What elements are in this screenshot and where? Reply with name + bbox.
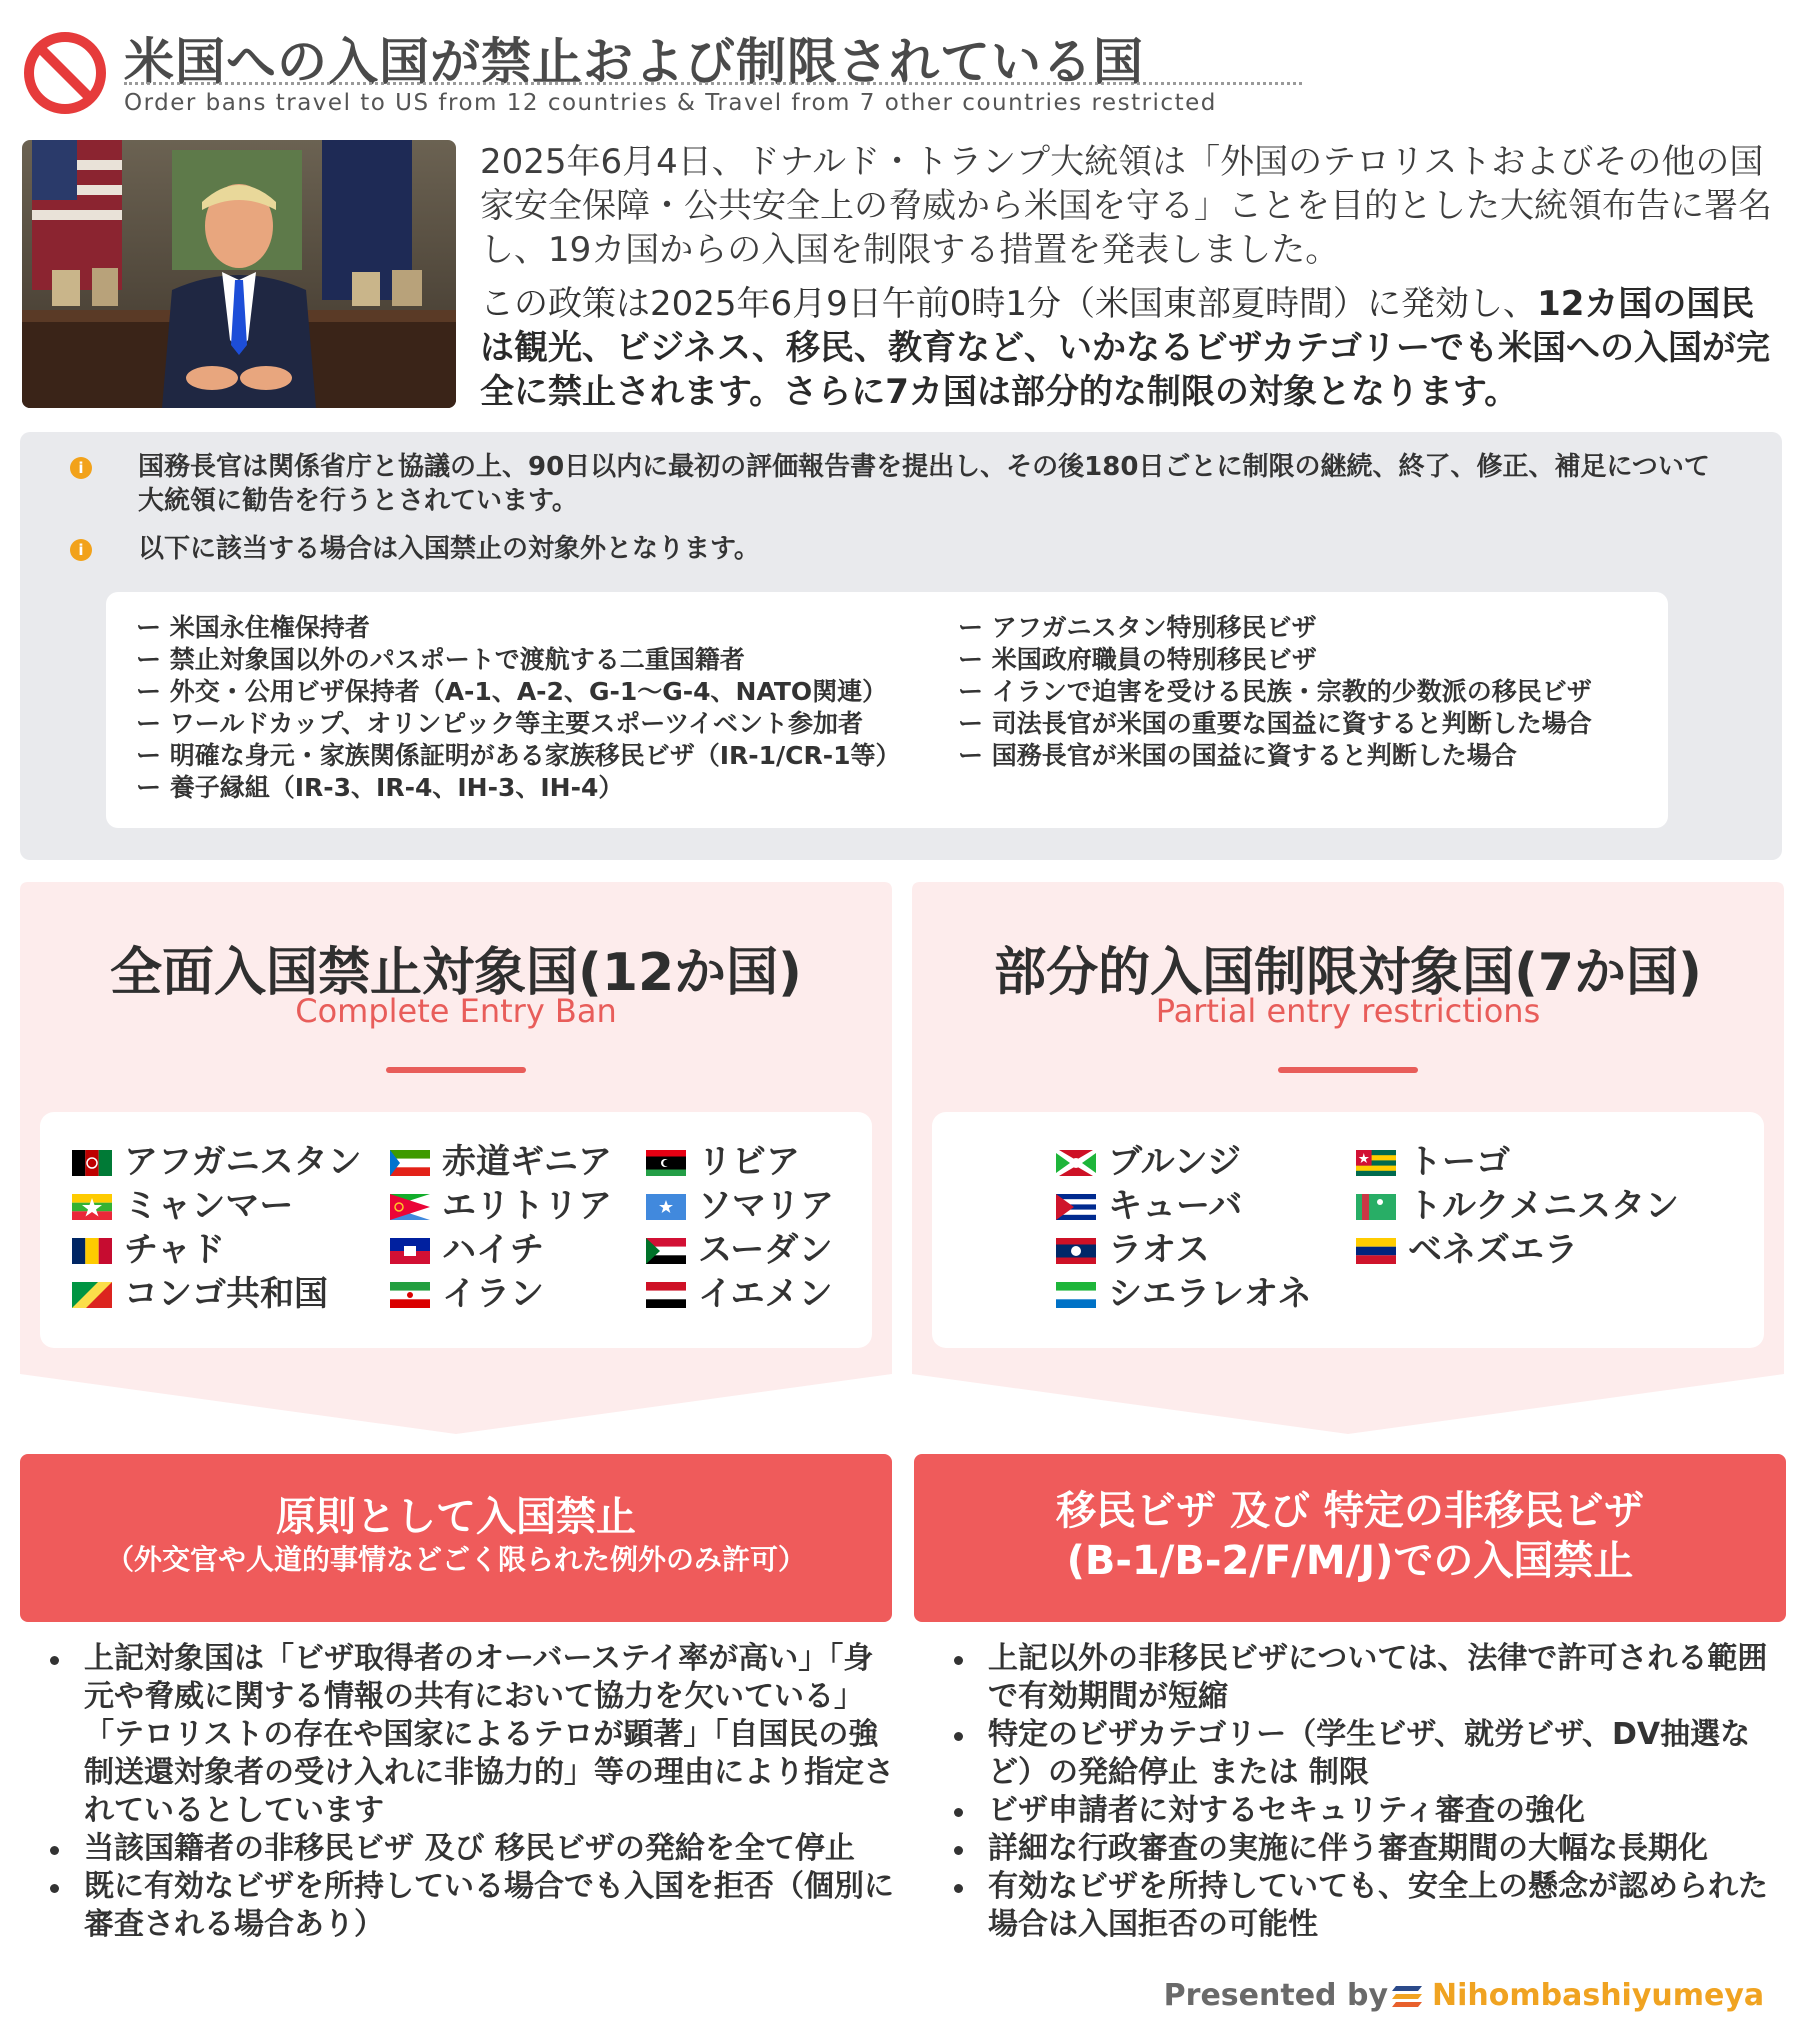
header — [22, 18, 1302, 128]
exception-item: ー 禁止対象国以外のパスポートで渡航する二重国籍者 — [136, 645, 745, 674]
intro-paragraph-1: 2025年6月4日、ドナルド・トランプ大統領は「外国のテロリストおよびその他の国家安全保障・公共安全上の脅威から米国を守る」ことを目的とした大統領布告に署名し、19カ国からの入国を制限する措置を発表しました。 — [480, 142, 1772, 270]
country-name: ソマリア — [698, 1186, 834, 1226]
full-ban-summary-banner — [20, 1454, 892, 1622]
full-ban-summary-note: （外交官や人道的事情などごく限られた例外のみ許可） — [105, 1543, 806, 1576]
exception-item: ー 米国永住権保持者 — [136, 613, 370, 642]
intro-text — [480, 140, 1780, 414]
country-name: ベネズエラ — [1408, 1230, 1578, 1270]
laos-flag-icon — [1056, 1238, 1096, 1264]
page-title: 米国への入国が禁止および制限されている国 — [124, 33, 1144, 91]
exception-item: ー 米国政府職員の特別移民ビザ — [958, 645, 1317, 674]
country-name: イラン — [442, 1274, 544, 1314]
full-ban-summary-title: 原則として入国禁止 — [276, 1494, 636, 1540]
afghanistan-flag-icon — [72, 1150, 112, 1176]
myanmar-flag-icon — [72, 1194, 112, 1220]
title-underline — [1278, 1067, 1418, 1073]
venezuela-flag-icon — [1356, 1238, 1396, 1264]
country-name: 赤道ギニア — [442, 1142, 612, 1182]
info-note-exceptions — [70, 532, 1710, 566]
turkmenistan-flag-icon — [1356, 1194, 1396, 1220]
info-box — [20, 432, 1782, 860]
info-icon: i — [70, 539, 92, 561]
partial-summary-visa-types: (B-1/B-2/F/M/J)での入国禁止 — [1066, 1538, 1634, 1584]
yemen-flag-icon — [646, 1282, 686, 1308]
footer-credit — [1160, 1976, 1780, 2020]
libya-flag-icon — [646, 1150, 686, 1176]
exception-item: ー 国務長官が米国の国益に資すると判断した場合 — [958, 741, 1517, 770]
exception-item: ー 養子縁組（IR-3、IR-4、IH-3、IH-4） — [136, 773, 624, 802]
list-item: 当該国籍者の非移民ビザ 及び 移民ビザの発給を全て停止 — [44, 1830, 894, 1868]
title-divider — [124, 82, 1302, 85]
burundi-flag-icon — [1056, 1150, 1096, 1176]
country-name: ラオス — [1108, 1230, 1210, 1270]
partial-title: 部分的入国制限対象国(7か国) — [994, 943, 1702, 1003]
brand-name: Nihombashiyumeya — [1432, 1978, 1765, 2013]
haiti-flag-icon — [390, 1238, 430, 1264]
chad-flag-icon — [72, 1238, 112, 1264]
equatorial-guinea-flag-icon — [390, 1150, 430, 1176]
exception-item: ー アフガニスタン特別移民ビザ — [958, 613, 1317, 642]
partial-summary-banner — [914, 1454, 1786, 1622]
partial-restriction-panel — [912, 882, 1784, 1434]
list-item: 詳細な行政審査の実施に伴う審査期間の大幅な長期化 — [948, 1830, 1778, 1868]
country-name: アフガニスタン — [124, 1142, 362, 1182]
eritrea-flag-icon — [390, 1194, 430, 1220]
exception-item: ー ワールドカップ、オリンピック等主要スポーツイベント参加者 — [136, 709, 863, 738]
presented-by-label: Presented by — [1163, 1978, 1388, 2013]
sierra-leone-flag-icon — [1056, 1282, 1096, 1308]
country-name: トーゴ — [1408, 1142, 1510, 1182]
iran-flag-icon — [390, 1282, 430, 1308]
full-ban-country-list — [40, 1112, 872, 1348]
list-item: ビザ申請者に対するセキュリティ審査の強化 — [948, 1792, 1778, 1830]
country-name: ミャンマー — [124, 1186, 294, 1226]
list-item: 有効なビザを所持していても、安全上の懸念が認められた場合は入国拒否の可能性 — [948, 1868, 1778, 1944]
exception-item: ー イランで迫害を受ける民族・宗教的少数派の移民ビザ — [958, 677, 1592, 706]
cuba-flag-icon — [1056, 1194, 1096, 1220]
partial-subtitle: Partial entry restrictions — [1155, 992, 1541, 1030]
full-ban-panel — [20, 882, 892, 1434]
exceptions-list — [106, 592, 1668, 828]
exception-item: ー 司法長官が米国の重要な国益に資すると判断した場合 — [958, 709, 1592, 738]
country-name: エリトリア — [442, 1186, 612, 1226]
full-ban-title: 全面入国禁止対象国(12か国) — [110, 943, 802, 1003]
country-name: スーダン — [698, 1230, 833, 1270]
country-name: ブルンジ — [1108, 1142, 1241, 1182]
country-name: シエラレオネ — [1108, 1274, 1312, 1314]
title-underline — [386, 1067, 526, 1073]
somalia-flag-icon — [646, 1194, 686, 1220]
page-subtitle: Order bans travel to US from 12 countries & Travel from 7 other countries restricted — [124, 90, 1217, 116]
info-icon: i — [70, 457, 92, 479]
oval-office-photo — [22, 140, 456, 408]
partial-country-list — [932, 1112, 1764, 1348]
congo-flag-icon — [72, 1282, 112, 1308]
country-name: キューバ — [1108, 1186, 1243, 1226]
brand-logo-icon — [1390, 1982, 1424, 2012]
togo-flag-icon — [1356, 1150, 1396, 1176]
country-name: ハイチ — [442, 1230, 544, 1270]
exceptions-right-column — [958, 612, 1592, 772]
list-item: 上記対象国は「ビザ取得者のオーバーステイ率が高い」「身元や脅威に関する情報の共有において協力を欠いている」「テロリストの存在や国家によるテロが顕著」「自国民の強制送還対象者の受け入れに非協力的」等の理由により指定されているとしています — [44, 1640, 894, 1830]
intro-paragraph-2-lead: この政策は2025年6月9日午前0時1分（米国東部夏時間）に発効し、 — [480, 284, 1538, 324]
intro-paragraph-2 — [480, 282, 1780, 414]
country-name: チャド — [124, 1230, 225, 1270]
list-item: 上記以外の非移民ビザについては、法律で許可される範囲で有効期間が短縮 — [948, 1640, 1778, 1716]
country-name: トルクメニスタン — [1408, 1186, 1679, 1226]
country-name: リビア — [698, 1142, 800, 1182]
info-note-review — [70, 450, 1710, 518]
info-note-review-text: 国務長官は関係省庁と協議の上、90日以内に最初の評価報告書を提出し、その後180日ごとに制限の継続、終了、修正、補足について大統領に勧告を行うとされています。 — [138, 452, 1710, 516]
full-ban-details — [44, 1640, 894, 1944]
sudan-flag-icon — [646, 1238, 686, 1264]
partial-summary-title: 移民ビザ 及び 特定の非移民ビザ — [1056, 1488, 1644, 1534]
info-note-exceptions-text: 以下に該当する場合は入国禁止の対象外となります。 — [138, 534, 760, 564]
exceptions-left-column — [136, 612, 901, 804]
country-name: コンゴ共和国 — [124, 1274, 328, 1314]
country-name: イエメン — [698, 1274, 833, 1314]
exception-item: ー 外交・公用ビザ保持者（A-1、A-2、G-1〜G-4、NATO関連） — [136, 677, 888, 706]
intro-paragraph-2-emphasis: 12カ国の国民は観光、ビジネス、移民、教育など、いかなるビザカテゴリーでも米国への入国が完全に禁止されます。さらに7カ国は部分的な制限の対象となります。 — [480, 284, 1770, 412]
list-item: 特定のビザカテゴリー（学生ビザ、就労ビザ、DV抽選など）の発給停止 または 制限 — [948, 1716, 1778, 1792]
exception-item: ー 明確な身元・家族関係証明がある家族移民ビザ（IR-1/CR-1等） — [136, 741, 901, 770]
full-ban-subtitle: Complete Entry Ban — [295, 992, 617, 1030]
list-item: 既に有効なビザを所持している場合でも入国を拒否（個別に審査される場合あり） — [44, 1868, 894, 1944]
prohibited-icon — [22, 30, 108, 116]
partial-details — [948, 1640, 1778, 1944]
